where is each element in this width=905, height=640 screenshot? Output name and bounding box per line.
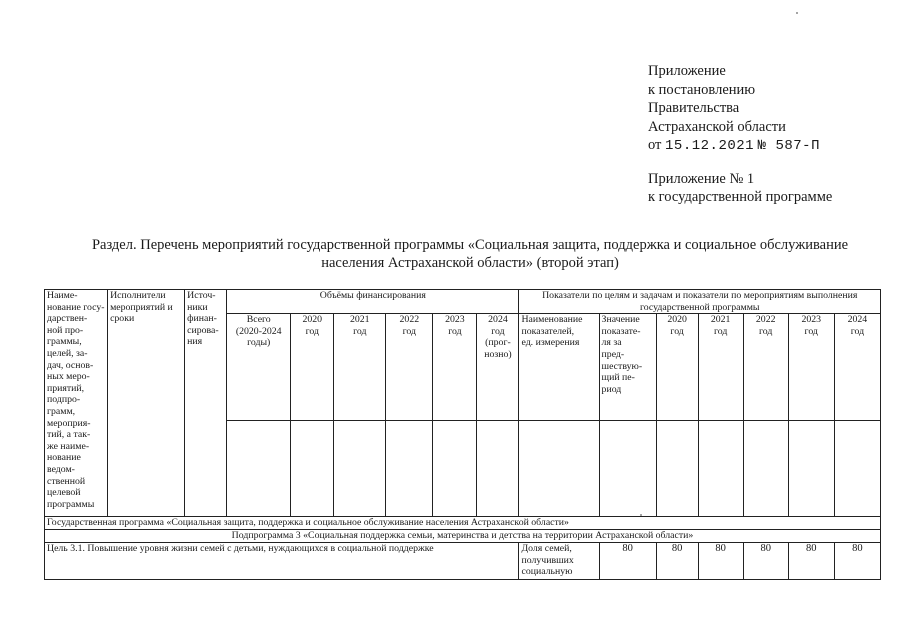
header-previous-period: Значение показате- ля за пред- шествую- щий пе- риод xyxy=(599,314,656,421)
header-vol-2022: 2022 год xyxy=(386,314,433,421)
blank-cell xyxy=(477,421,519,517)
header-vol-2020: 2020 год xyxy=(291,314,334,421)
header-name: Наиме- нование госу- дарствен- ной про- граммы, целей, за- дач, основ- ных меро- приятий, подпро- грамм, мероприя- тий, а так- же наиме- нование ведом- ственной целевой программы xyxy=(45,290,108,517)
header-volumes: Объёмы финансирования xyxy=(227,290,519,314)
approval-date: 15.12.2021 xyxy=(665,138,755,154)
approval-line-4: Астраханской области xyxy=(648,118,786,135)
scan-speck xyxy=(640,514,642,516)
blank-cell xyxy=(656,421,698,517)
goal-value-2020: 80 xyxy=(656,543,698,580)
approval-date-prefix: от xyxy=(648,137,662,153)
header-indicator-name: Наименование показателей, ед. измерения xyxy=(519,314,599,421)
appendix-line-1: Приложение № 1 xyxy=(648,170,755,187)
measures-table xyxy=(44,289,881,580)
approval-line-3: Правительства xyxy=(648,100,740,116)
goal-value-2024: 80 xyxy=(834,543,880,580)
section-title-line-1: Раздел. Перечень мероприятий государственной программы «Социальная защита, поддержка и социальное обслуживание xyxy=(91,237,849,253)
blank-cell xyxy=(599,421,656,517)
header-vol-2021: 2021 год xyxy=(334,314,386,421)
header-row-1 xyxy=(45,290,881,314)
subprogram-title: Подпрограмма 3 «Социальная поддержка семьи, материнства и детства на территории Астраханской области» xyxy=(45,530,881,543)
blank-cell xyxy=(834,421,880,517)
subprogram-row xyxy=(45,530,881,543)
blank-cell xyxy=(334,421,386,517)
program-title: Государственная программа «Социальная защита, поддержка и социальное обслуживание населения Астраханской области» xyxy=(45,517,881,530)
approval-line-5 xyxy=(648,136,832,156)
blank-cell xyxy=(698,421,743,517)
approval-number: № 587-П xyxy=(757,138,820,154)
goal-indicator-name: Доля семей, получивших социальную xyxy=(519,543,599,580)
header-ind-2020: 2020 год xyxy=(656,314,698,421)
blank-cell xyxy=(433,421,477,517)
goal-prev-value: 80 xyxy=(599,543,656,580)
approval-line-2: к постановлению xyxy=(648,81,756,98)
blank-cell xyxy=(291,421,334,517)
section-title xyxy=(40,236,900,272)
goal-value-2022: 80 xyxy=(743,543,788,580)
header-ind-2023: 2023 год xyxy=(788,314,834,421)
header-ind-2024: 2024 год xyxy=(834,314,880,421)
approval-line-1: Приложение xyxy=(648,63,726,79)
header-ind-2022: 2022 год xyxy=(743,314,788,421)
section-title-line-2: населения Астраханской области» (второй этап) xyxy=(321,255,619,271)
blank-cell xyxy=(788,421,834,517)
program-row xyxy=(45,517,881,530)
header-indicators: Показатели по целям и задачам и показатели по мероприятиям выполнения государственной программы xyxy=(519,290,881,314)
blank-cell xyxy=(227,421,291,517)
goal-value-2021: 80 xyxy=(698,543,743,580)
header-ind-2021: 2021 год xyxy=(698,314,743,421)
blank-cell xyxy=(386,421,433,517)
goal-row xyxy=(45,543,881,580)
scan-speck xyxy=(796,12,798,14)
goal-text: Цель 3.1. Повышение уровня жизни семей с детьми, нуждающихся в социальной поддержке xyxy=(45,543,519,580)
appendix-line-2: к государственной программе xyxy=(648,189,833,205)
header-vol-2023: 2023 год xyxy=(433,314,477,421)
header-vol-2024: 2024 год (прог- нозно) xyxy=(477,314,519,421)
approval-stamp xyxy=(648,62,832,207)
header-sources: Источ- ники финан- сирова- ния xyxy=(185,290,227,517)
header-total: Всего (2020-2024 годы) xyxy=(227,314,291,421)
blank-cell xyxy=(519,421,599,517)
blank-cell xyxy=(743,421,788,517)
header-executors: Исполнители мероприятий и сроки xyxy=(108,290,185,517)
goal-value-2023: 80 xyxy=(788,543,834,580)
